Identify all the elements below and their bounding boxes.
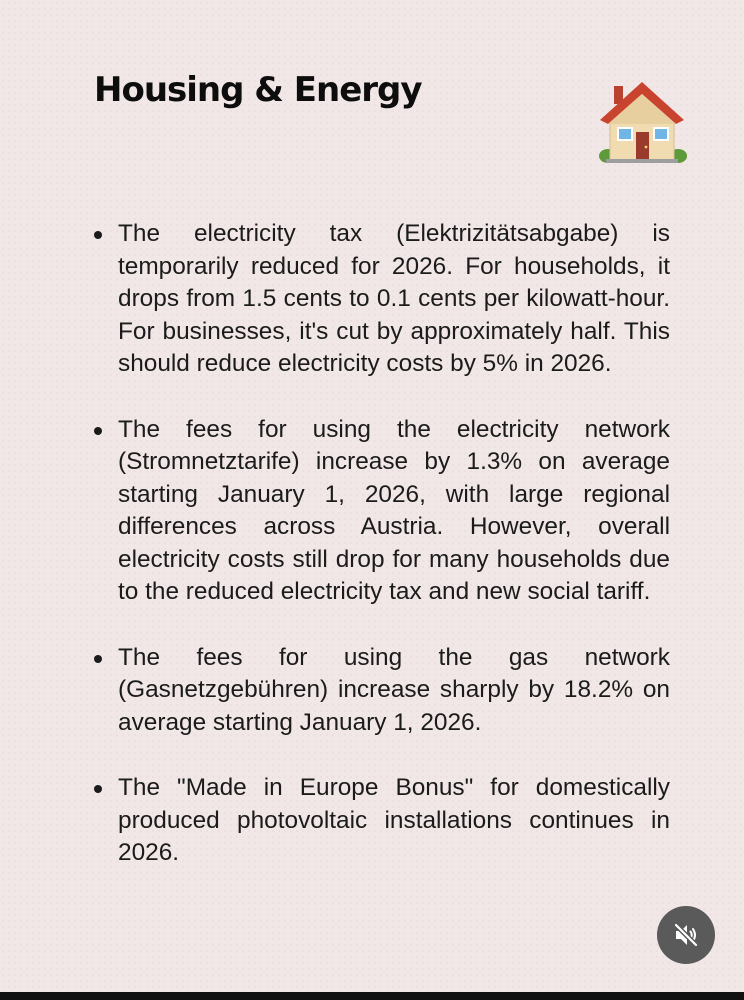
mute-button[interactable] <box>657 906 715 964</box>
bullet-list <box>92 218 670 870</box>
house-emoji-icon <box>596 76 688 168</box>
bullet-item: The electricity tax (Elektrizitätsabgabe) is temporarily reduced for 2026. For households, it drops from 1.5 cents to 0.1 cents per kilowatt-hour. For businesses, it's cut by approximately half. This should reduce electricity costs by 5% in 2026. <box>92 218 670 381</box>
bullet-item: The fees for using the electricity network (Stromnetztarife) increase by 1.3% on average starting January 1, 2026, with large regional differences across Austria. However, overall electricity costs still drop for many households due to the reduced electricity tax and new social tariff. <box>92 414 670 609</box>
bullet-item: The fees for using the gas network (Gasnetzgebühren) increase sharply by 18.2% on average starting January 1, 2026. <box>92 642 670 740</box>
bullet-item: The "Made in Europe Bonus" for domestically produced photovoltaic installations continues in 2026. <box>92 772 670 870</box>
bottom-bar <box>0 992 744 1000</box>
page-title: Housing & Energy <box>94 70 422 110</box>
muted-speaker-icon <box>672 921 700 949</box>
